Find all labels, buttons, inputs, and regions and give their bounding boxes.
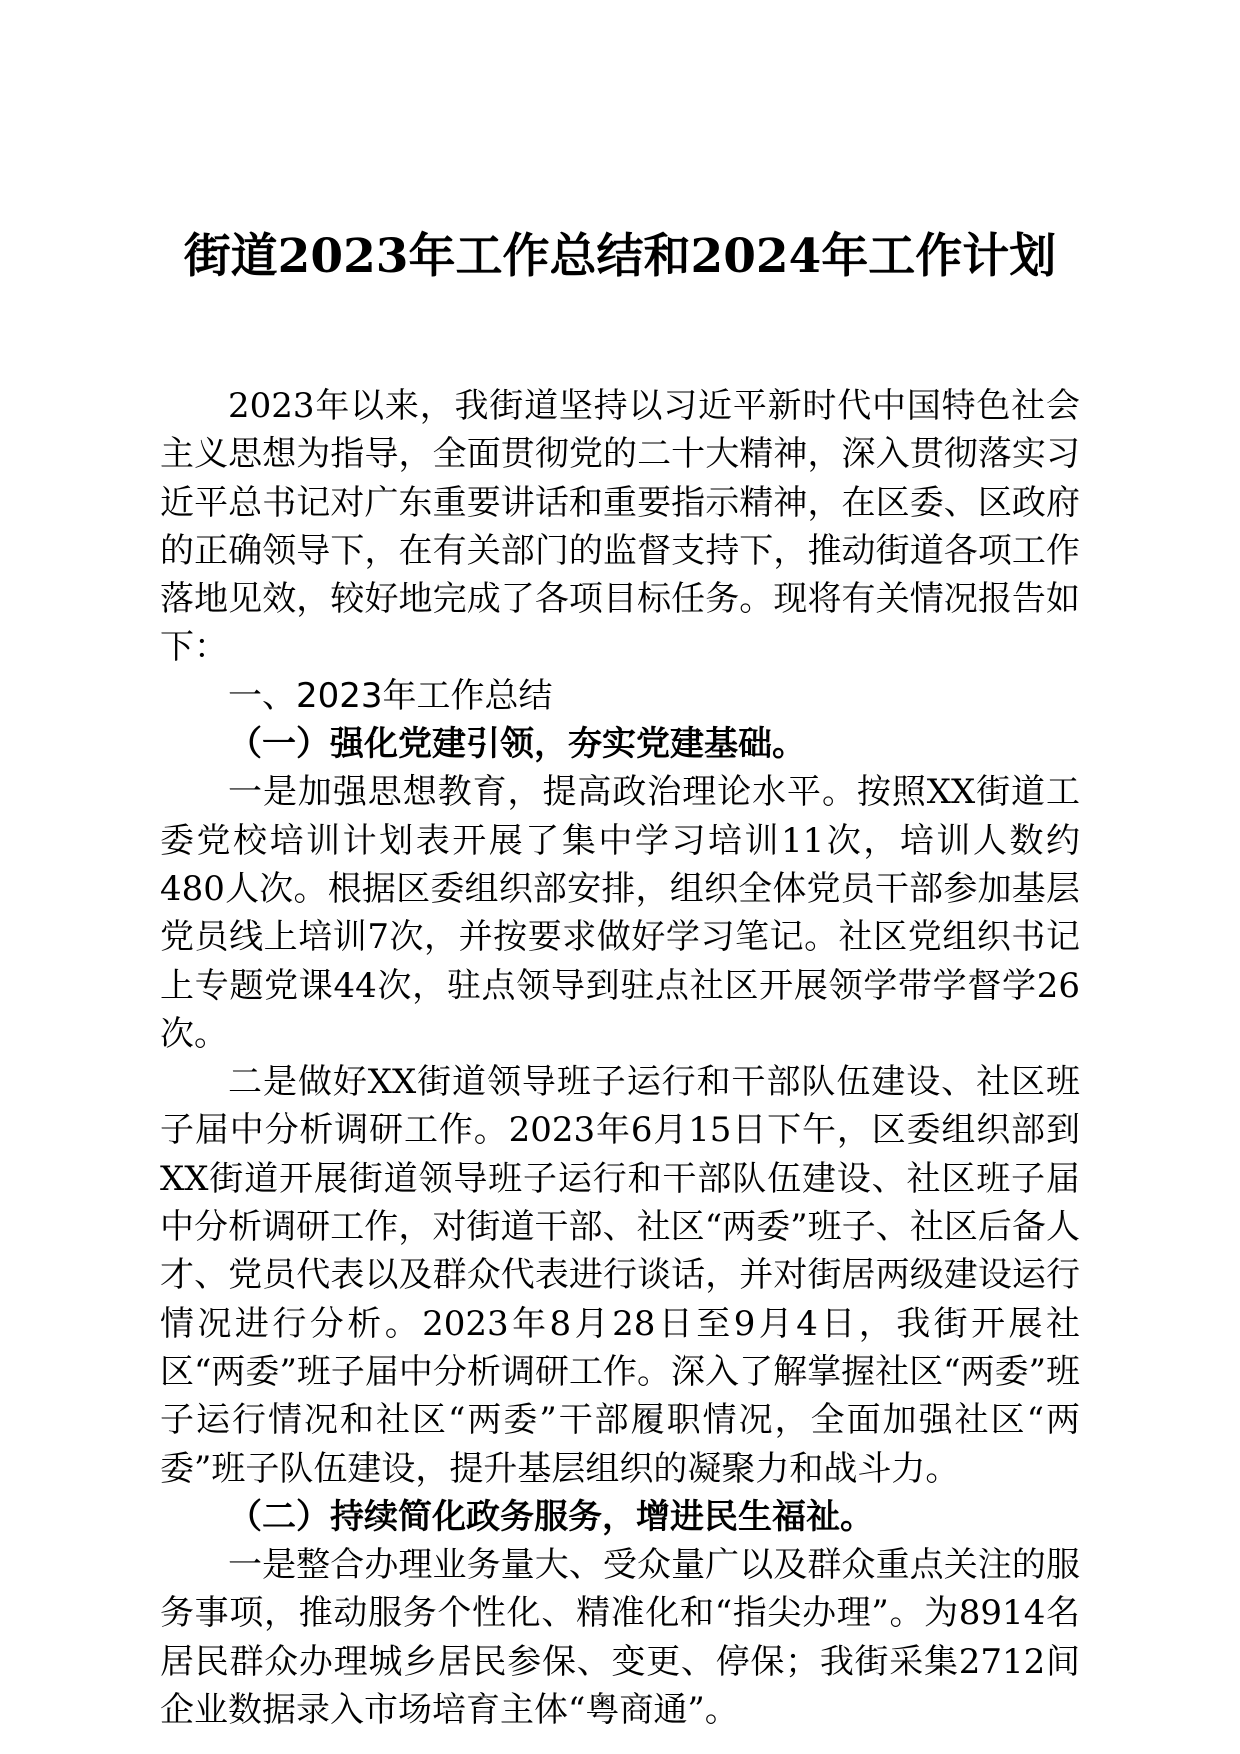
subsection-heading-government-services: （二）持续简化政务服务，增进民生福祉。 [228,1496,874,1537]
paragraph-service-integration: 一是整合办理业务量大、受众量广以及群众重点关注的服务事项，推动服务个性化、精准化和“指尖办理”。为8914名居民群众办理城乡居民参保、变更、停保；我街采集2712间企业数据录入市场培育主体“粤商通”。 [160,1545,1080,1731]
section-heading-summary: 一、2023年工作总结 [228,675,553,716]
paragraph-ideological-education: 一是加强思想教育，提高政治理论水平。按照XX街道工委党校培训计划表开展了集中学习培训11次，培训人数约480人次。根据区委组织部安排，组织全体党员干部参加基层党员线上培训7次，并按要求做好学习笔记。社区党组织书记上专题党课44次，驻点领导到驻点社区开展领学带学督学26次。 [160,772,1080,1054]
subsection-heading-party-building: （一）强化党建引领，夯实党建基础。 [228,724,806,765]
intro-paragraph: 2023年以来，我街道坚持以习近平新时代中国特色社会主义思想为指导，全面贯彻党的二十大精神，深入贯彻落实习近平总书记对广东重要讲话和重要指示精神，在区委、区政府的正确领导下，在有关部门的监督支持下，推动街道各项工作落地见效，较好地完成了各项目标任务。现将有关情况报告如下： [160,386,1080,668]
paragraph-leadership-research: 二是做好XX街道领导班子运行和干部队伍建设、社区班子届中分析调研工作。2023年6月15日下午，区委组织部到XX街道开展街道领导班子运行和干部队伍建设、社区班子届中分析调研工作，对街道干部、社区“两委”班子、社区后备人才、党员代表以及群众代表进行谈话，并对街居两级建设运行情况进行分析。2023年8月28日至9月4日，我街开展社区“两委”班子届中分析调研工作。深入了解掌握社区“两委”班子运行情况和社区“两委”干部履职情况，全面加强社区“两委”班子队伍建设，提升基层组织的凝聚力和战斗力。 [160,1062,1080,1489]
document-body [160,382,1080,1734]
document-title: 街道2023年工作总结和2024年工作计划 [183,229,1057,284]
